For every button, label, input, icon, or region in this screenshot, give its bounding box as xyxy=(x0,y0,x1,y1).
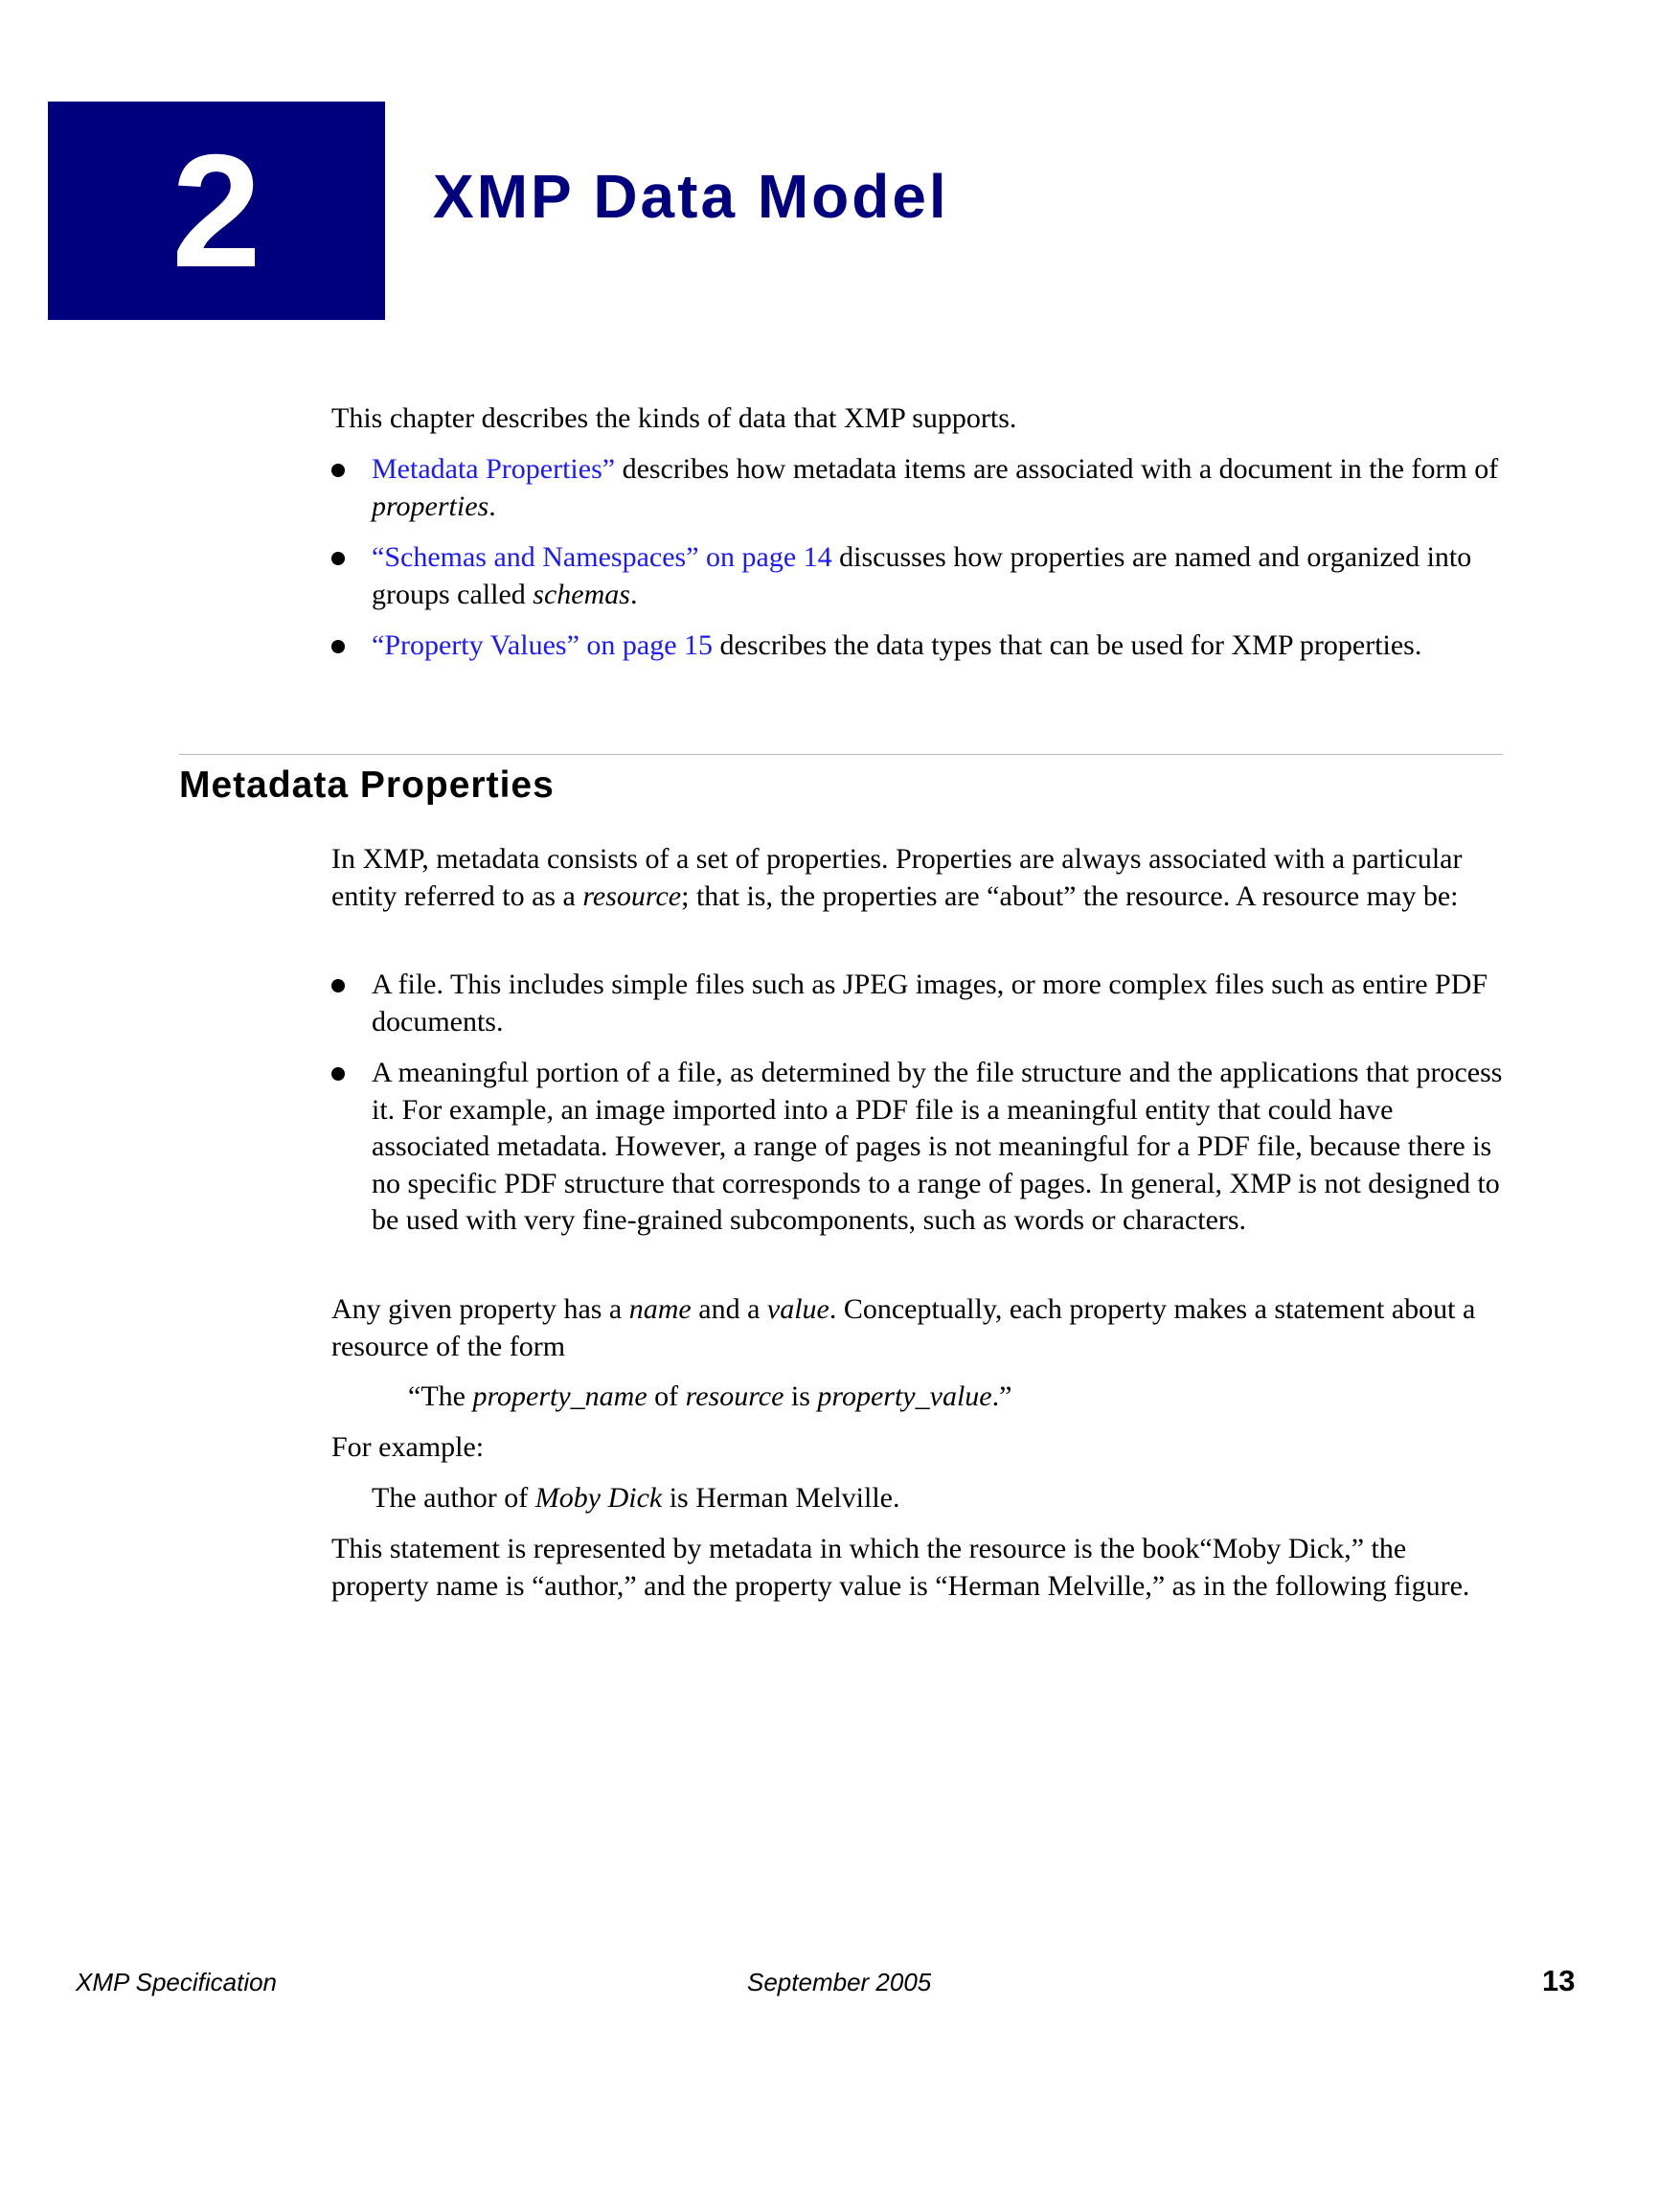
emphasis: value xyxy=(766,1293,829,1325)
bullet-text: describes how metadata items are associated with a document in the form of xyxy=(615,453,1499,485)
section-paragraph-3: This statement is represented by metadata in which the resource is the book“Moby Dick,” the property name is “author,” and the property value is “Herman Melville,” as in the following figure. xyxy=(331,1533,1470,1602)
text-run: of xyxy=(647,1380,686,1412)
emphasis: Moby Dick xyxy=(534,1482,663,1514)
link-metadata-properties[interactable]: Metadata Properties” xyxy=(372,453,616,485)
bullet-icon xyxy=(331,1067,345,1081)
section-divider xyxy=(179,754,1503,755)
bullet-icon xyxy=(331,464,345,477)
text-run: “The xyxy=(408,1380,473,1412)
text-run: In XMP, metadata consists of a set of properties. Properties are always associated with a particular entity referred to as a xyxy=(331,843,1463,912)
emphasis: resource xyxy=(582,879,682,912)
for-example-label: For example: xyxy=(331,1431,485,1463)
text-run: and a xyxy=(691,1293,767,1325)
bullet-icon xyxy=(331,979,345,992)
bullet-tail: . xyxy=(488,490,496,522)
bullet-tail: . xyxy=(629,578,638,610)
bullet-icon xyxy=(331,552,345,565)
emphasis: property_value xyxy=(817,1380,992,1412)
text-run: . Conceptually, each property makes a statement about a resource of the form xyxy=(331,1293,1476,1362)
footer-date: September 2005 xyxy=(747,1968,932,1996)
bullet-text: A meaningful portion of a file, as determined by the file structure and the applications that process it. For example, an image imported into a PDF file is a meaningful entity that could have associated metadata. However, a range of pages is not meaningful for a PDF file, because there is no specific PDF structure that corresponds to a range of pages. In general, XMP is not designed to be used with very fine-grained subcomponents, such as words or characters. xyxy=(372,1057,1503,1236)
footer-doc-title: XMP Specification xyxy=(76,1968,278,1996)
text-run: The author of xyxy=(372,1482,535,1514)
intro-paragraph: This chapter describes the kinds of data that XMP supports. xyxy=(331,402,1017,434)
section-paragraph-2 xyxy=(331,1291,1510,1365)
resource-bullet-2 xyxy=(331,1055,1510,1240)
text-run: is xyxy=(784,1380,818,1412)
link-schemas-and-namespaces[interactable]: “Schemas and Namespaces” on page 14 xyxy=(372,541,832,573)
text-run: Any given property has a xyxy=(331,1293,629,1325)
chapter-title: XMP Data Model xyxy=(433,162,949,231)
resource-bullet-1 xyxy=(331,967,1510,1040)
bullet-text: describes the data types that can be used for XMP properties. xyxy=(713,629,1422,661)
example-line xyxy=(372,1480,900,1517)
emphasis: name xyxy=(628,1293,692,1325)
bullet-em: schemas xyxy=(533,578,630,610)
emphasis: property_name xyxy=(472,1380,647,1412)
text-run: is Herman Melville. xyxy=(662,1482,900,1514)
bullet-icon xyxy=(331,640,345,653)
section-paragraph-1 xyxy=(331,841,1510,915)
quote-line xyxy=(408,1379,1011,1416)
bullet-em: properties xyxy=(372,490,489,522)
chapter-number-box xyxy=(48,102,385,320)
emphasis: resource xyxy=(685,1380,784,1412)
intro-bullet-2 xyxy=(331,539,1510,613)
section-heading: Metadata Properties xyxy=(179,764,555,806)
bullet-text: discusses how properties are named and organized into groups called xyxy=(372,541,1472,610)
page-number: 13 xyxy=(1542,1964,1576,1997)
intro-bullet-3 xyxy=(331,627,1510,665)
chapter-number: 2 xyxy=(171,121,261,301)
text-run: ; that is, the properties are “about” the resource. A resource may be: xyxy=(681,879,1459,912)
intro-bullet-1 xyxy=(331,451,1510,525)
text-run: .” xyxy=(991,1380,1012,1412)
bullet-text: A file. This includes simple files such as JPEG images, or more complex files such as entire PDF documents. xyxy=(372,969,1488,1038)
link-property-values[interactable]: “Property Values” on page 15 xyxy=(372,629,714,661)
